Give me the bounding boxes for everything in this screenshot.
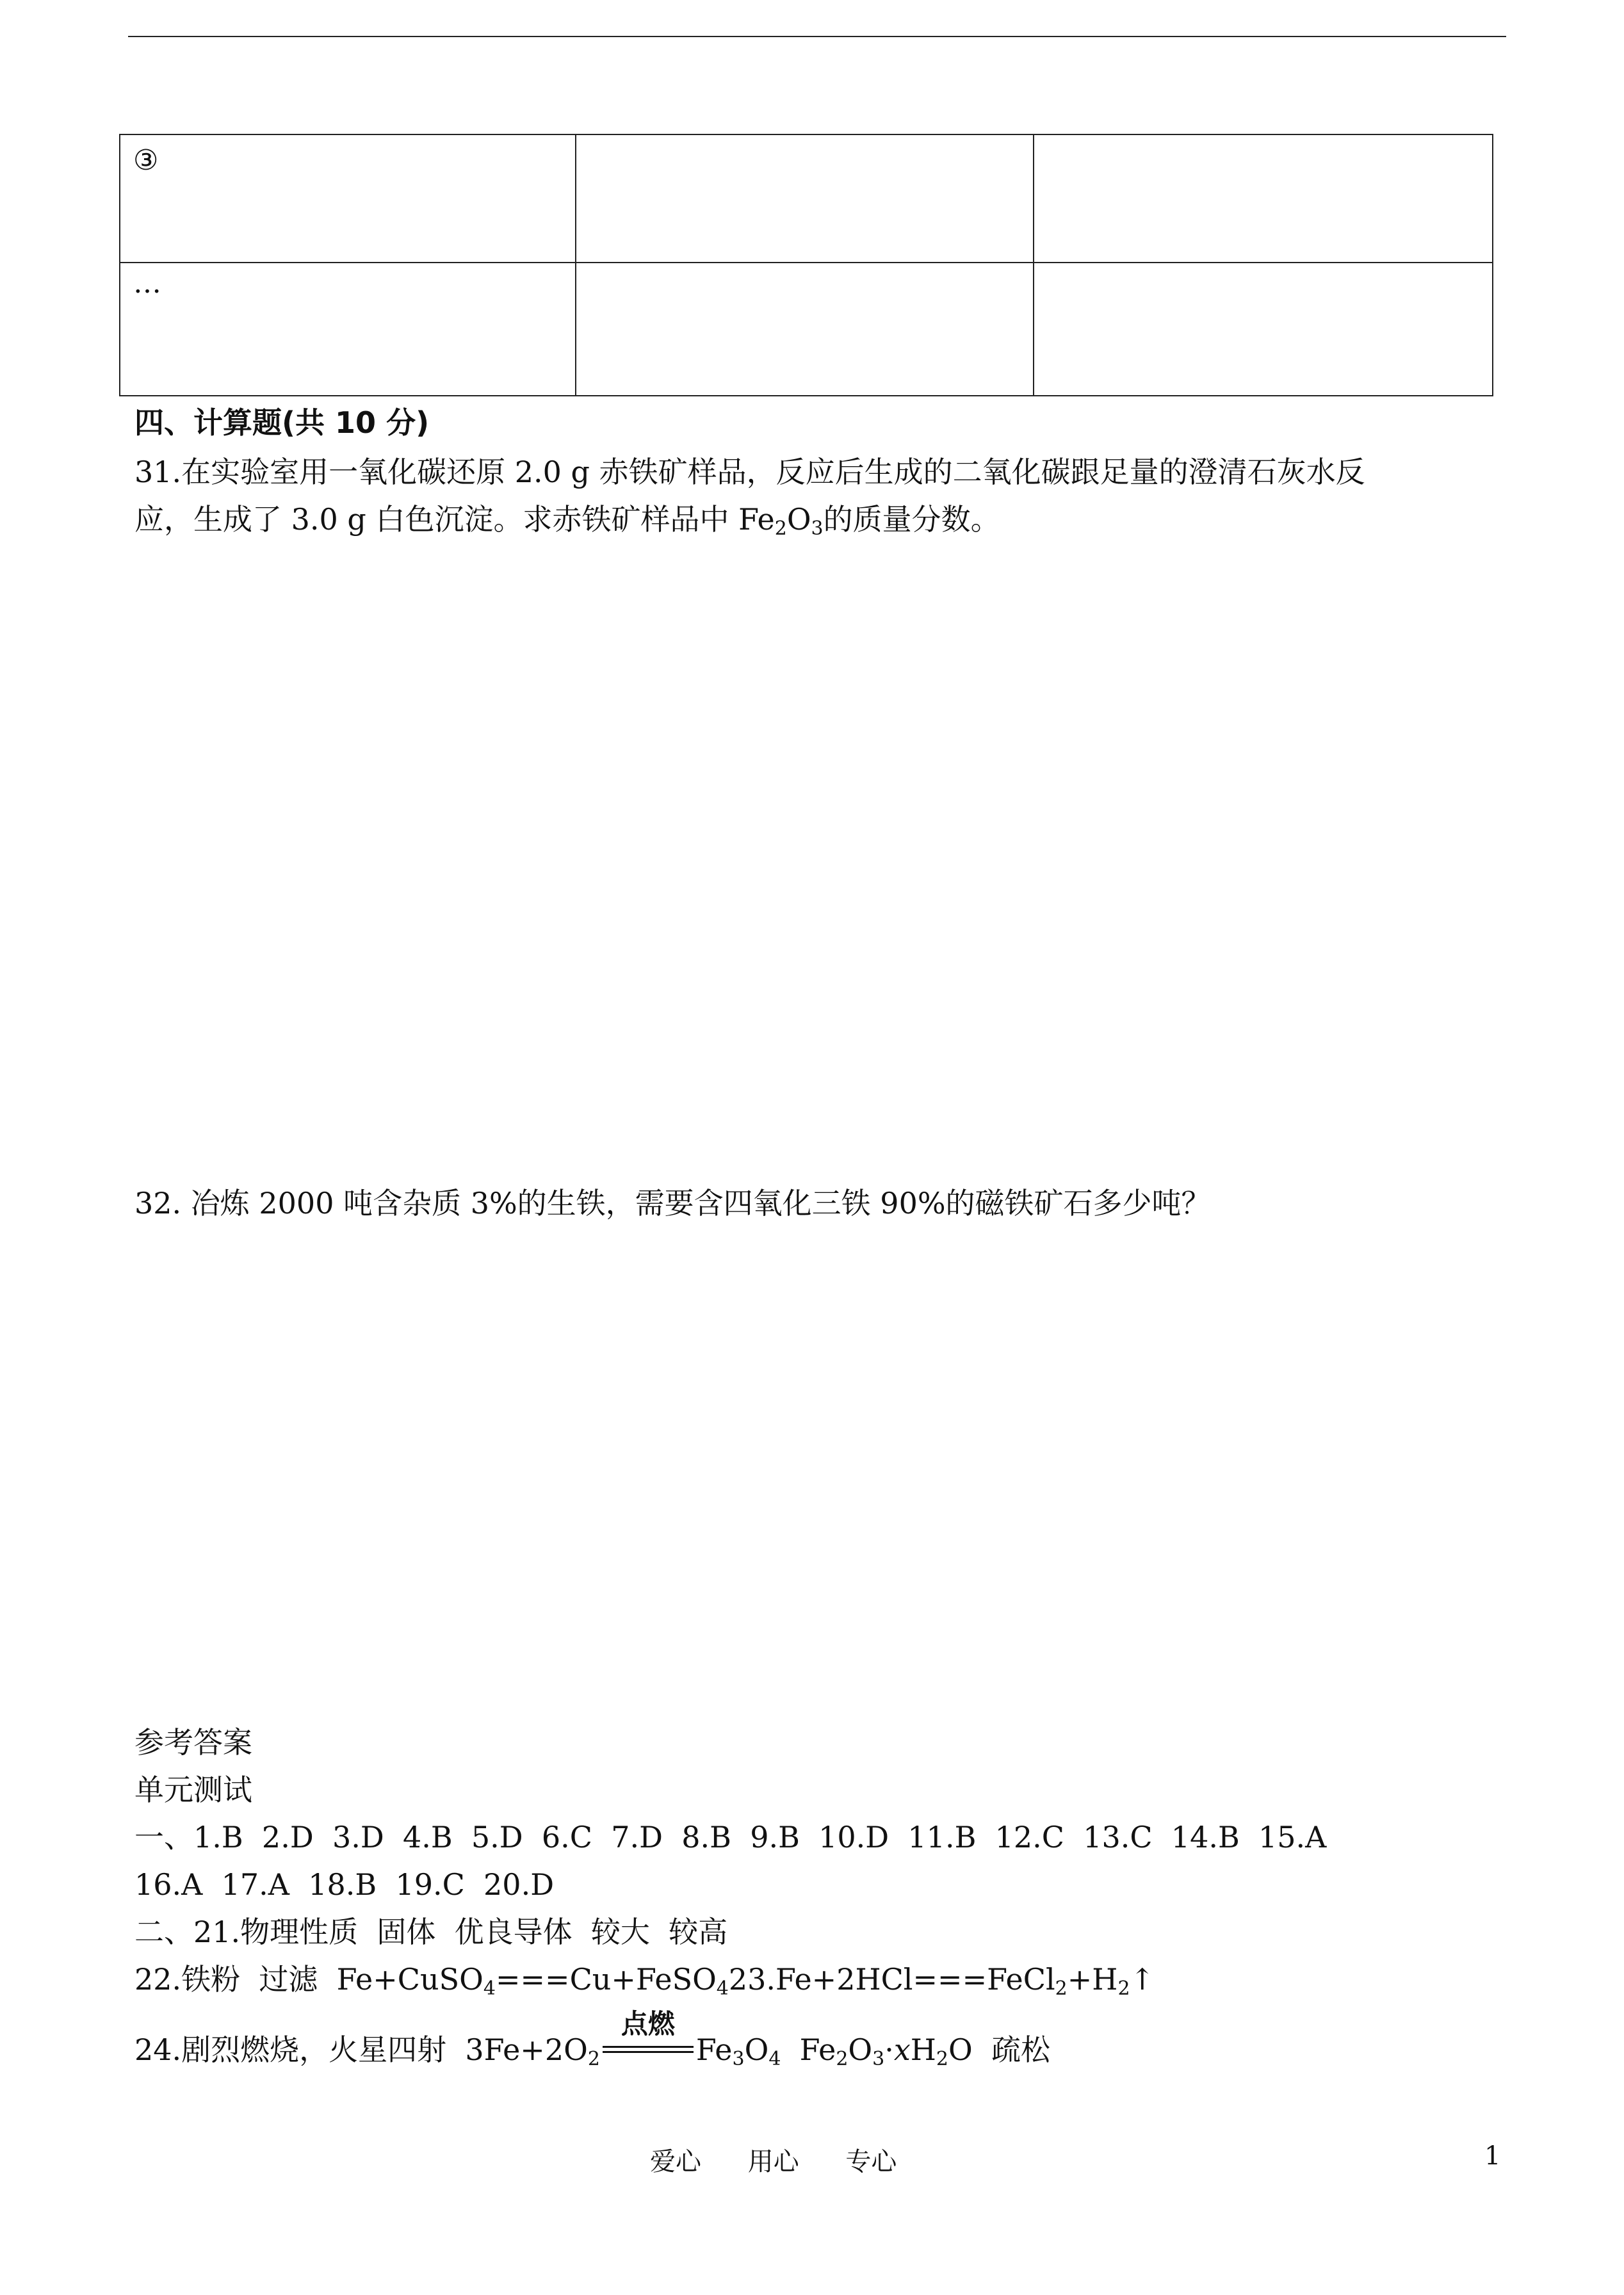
section-4-title: 四、计算题(共 10 分): [134, 405, 430, 440]
question-31-line-1: 31.在实验室用一氧化碳还原 2.0 g 赤铁矿样品，反应后生成的二氧化碳跟足量的澄清石灰水反: [134, 455, 1365, 489]
question-32: 32. 冶炼 2000 吨含杂质 3%的生铁，需要含四氧化三铁 90%的磁铁矿石多少吨？: [134, 1186, 1211, 1220]
question-31: [134, 448, 1365, 543]
answer-key-title: 参考答案: [134, 1725, 252, 1760]
reaction-condition: 点燃: [600, 2037, 696, 2063]
header-rule: [128, 36, 1506, 37]
question-31-line-2: 应，生成了 3.0 g 白色沉淀。求赤铁矿样品中 $Fe_2O_3$的质量分数。: [134, 502, 1000, 540]
table-row-1-marker: ③: [133, 144, 159, 177]
answer-line-5: 24.剧烈燃烧，火星四射 $3Fe+2O_2$ 点燃 $Fe_3O_4$ $Fe_2O_3\cdot xH_2O$ 疏松: [134, 2008, 1050, 2070]
table-divider: [575, 135, 576, 395]
footer-motto: 爱心 用心 专心: [650, 2147, 897, 2177]
answer-key-unit: 单元测试: [134, 1772, 252, 1807]
table-divider: [1033, 135, 1034, 395]
answer-line-4: 22.铁粉 过滤 $Fe+CuSO_4===Cu+FeSO_423.Fe+2HCl===FeCl_2+H_2↑$: [134, 1962, 1155, 2000]
answer-line-2: 16.A 17.A 18.B 19.C 20.D: [134, 1867, 555, 1902]
answer-line-3: 二、21.物理性质 固体 优良导体 较大 较高: [134, 1915, 728, 1949]
page-number: 1: [1484, 2141, 1501, 2171]
up-arrow-icon: ↑: [1130, 1962, 1155, 1997]
answer-key: [134, 1719, 1326, 2073]
table-row-2-marker: …: [133, 267, 161, 300]
answer-line-1: 一、1.B 2.D 3.D 4.B 5.D 6.C 7.D 8.B 9.B 10.D 11.B 12.C 13.C 14.B 15.A: [134, 1820, 1327, 1854]
experiment-table: [119, 134, 1493, 396]
table-divider: [120, 262, 1492, 263]
